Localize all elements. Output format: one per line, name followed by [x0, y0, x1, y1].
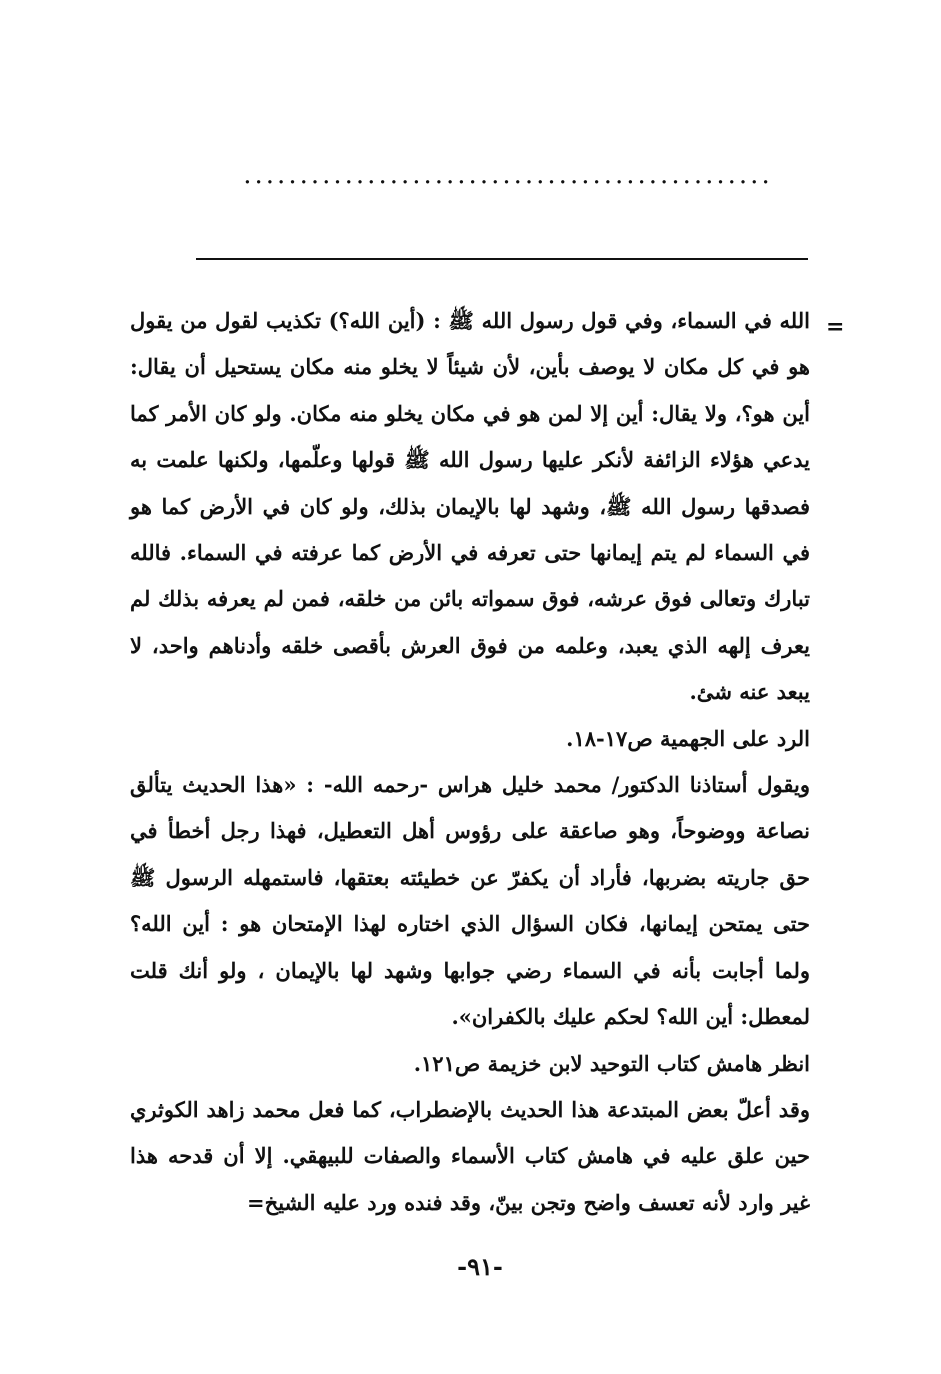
page-number: -٩١- [457, 1252, 503, 1281]
continuation-mark-start: = [826, 314, 845, 340]
footnote-rule [196, 258, 808, 260]
paragraph-1: الله في السماء، وفي قول رسول الله ﷺ : (أين الله؟) تكذيب لقول من يقول هو في كل مكان لا يوصف بأين، لأن شيئاً لا يخلو منه مكان يستحيل أن يقال: أين هو؟، ولا يقال: أين إلا لمن هو في مكان يخلو منه مكان. ولو كان الأمر كما يدعي هؤلاء الزائفة لأنكر عليها رسول الله ﷺ قولها وعلّمها، ولكنها علمت به فصدقها رسول الله ﷺ، وشهد لها بالإيمان بذلك، ولو كان في الأرض كما هو في السماء لم يتم إيمانها حتى تعرفه في الأرض كما عرفته في السماء. فالله تبارك وتعالى فوق عرشه، فوق سمواته بائن من خلقه، فمن لم يعرفه بذلك لم يعرف إلهه الذي يعبد، وعلمه من فوق العرش بأقصى خلقه وأدناهم واحد، لا يبعد عنه شئ. [130, 308, 810, 705]
paragraph-3: ويقول أستاذنا الدكتور/ محمد خليل هراس -رحمه الله- : «هذا الحديث يتألق نصاعة ووضوحاً، وهو صاعقة على رؤوس أهل التعطيل، فهذا رجل أخطأ في حق جاريته بضربها، فأراد أن يكفرّ عن خطيئته بعتقها، فاستمهله الرسول ﷺ حتى يمتحن إيمانها، فكان السؤال الذي اختاره لهذا الإمتحان هو : أين الله؟ ولما أجابت بأنه في السماء رضي جوابها وشهد لها بالإيمان ، ولو أنك قلت لمعطل: أين الله؟ لحكم عليك بالكفران». [130, 772, 810, 1030]
paragraph-5 [130, 1087, 810, 1226]
paragraph-5-text: وقد أعلّ بعض المبتدعة هذا الحديث بالإضطراب، كما فعل محمد زاهد الكوثري حين علق عليه في هامش كتاب الأسماء والصفات للبيهقي. إلا أن قدحه هذا غير وارد لأنه تعسف واضح وتجن بينّ، وقد فنده ورد عليه الشيخ [130, 1096, 810, 1215]
dotted-separator: ............................................... [243, 160, 773, 190]
footnote-text [130, 298, 810, 1226]
paragraph-4-reference: انظر هامش كتاب التوحيد لابن خزيمة ص١٢١. [413, 1050, 810, 1076]
paragraph-2-reference: الرد على الجهمية ص١٧-١٨. [566, 725, 810, 751]
continuation-mark-end: = [247, 1189, 265, 1215]
